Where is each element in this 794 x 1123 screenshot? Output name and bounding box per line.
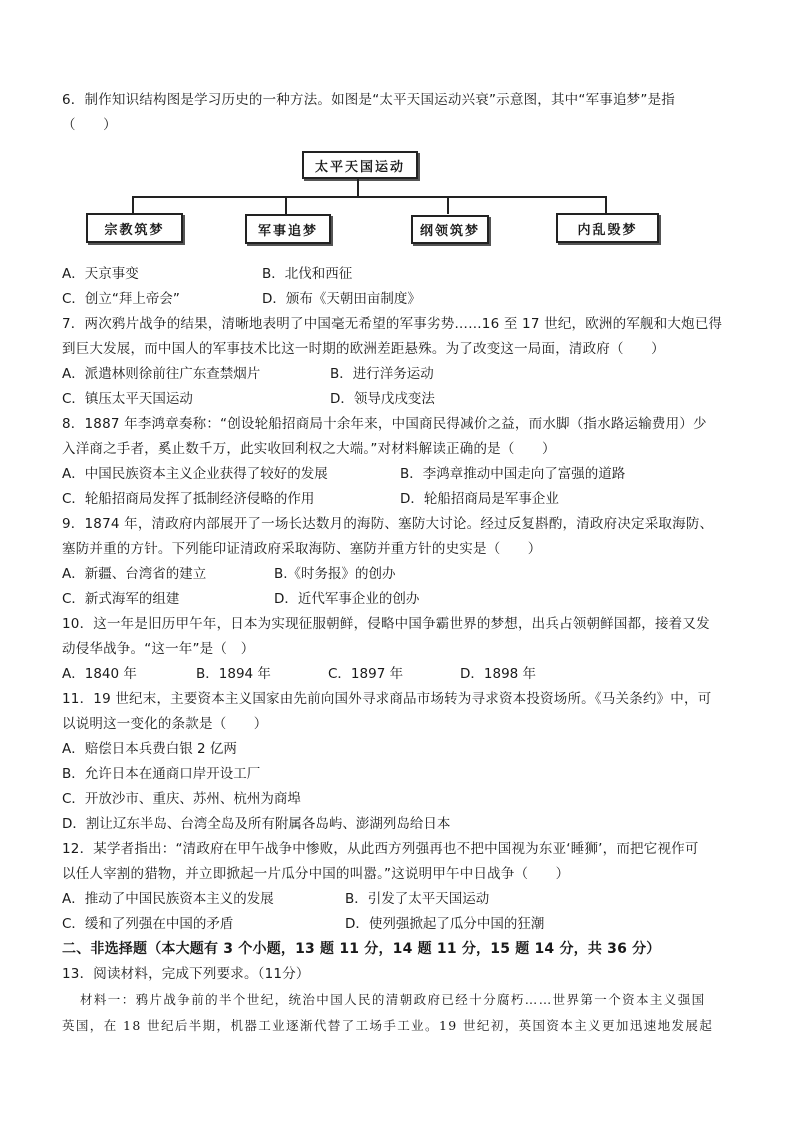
q10-option-d: D．1898 年 — [460, 666, 537, 682]
q12-option-b: B．引发了太平天国运动 — [345, 891, 490, 907]
q7-stem-line2: 到巨大发展，而中国人的军事技术比这一时期的欧洲差距悬殊。为了改变这一局面，清政府（ ） — [62, 341, 665, 357]
diagram-connector-branch-3 — [447, 196, 449, 214]
diagram-connector-branch-4 — [605, 196, 607, 214]
q11-option-d: D．割让辽东半岛、台湾全岛及所有附属各岛屿、澎湖列岛给日本 — [62, 816, 451, 832]
q8-stem-line1: 8．1887 年李鸿章奏称：“创设轮船招商局十余年来，中国商民得减价之益，而水脚（指水路运输费用）少 — [62, 416, 707, 432]
q13-stem: 13．阅读材料，完成下列要求。（11分） — [62, 966, 310, 982]
q13-material-line2: 英国，在 18 世纪后半期，机器工业逐渐代替了工场手工业。19 世纪初，英国资本主义更加迅速地发展起 — [62, 1018, 714, 1033]
q12-option-a: A．推动了中国民族资本主义的发展 — [62, 891, 274, 907]
q10-option-c: C．1897 年 — [328, 666, 404, 682]
q6-option-a: A．天京事变 — [62, 266, 139, 282]
section-2-heading: 二、非选择题（本大题有 3 个小题，13 题 11 分，14 题 11 分，15 题 14 分，共 36 分） — [62, 941, 661, 957]
q6-stem-line2: （ ） — [62, 117, 117, 133]
q9-stem-line2: 塞防并重的方针。下列能印证清政府采取海防、塞防并重方针的史实是（ ） — [62, 541, 542, 557]
q9-option-a: A．新疆、台湾省的建立 — [62, 566, 207, 582]
q11-option-b: B．允许日本在通商口岸开设工厂 — [62, 766, 261, 782]
q10-option-a: A．1840 年 — [62, 666, 137, 682]
q9-option-d: D．近代军事企业的创办 — [274, 591, 420, 607]
q11-option-a: A．赔偿日本兵费白银 2 亿两 — [62, 741, 237, 757]
q6-option-d: D．颁布《天朝田亩制度》 — [262, 291, 421, 307]
q6-stem-line1: 6．制作知识结构图是学习历史的一种方法。如图是“太平天国运动兴衰”示意图，其中“军事追梦”是指 — [62, 92, 675, 108]
q8-option-a: A．中国民族资本主义企业获得了较好的发展 — [62, 466, 328, 482]
diagram-connector-horizontal — [132, 196, 607, 198]
q10-option-b: B．1894 年 — [196, 666, 271, 682]
q7-option-c: C．镇压太平天国运动 — [62, 391, 193, 407]
q6-option-c: C．创立“拜上帝会” — [62, 291, 180, 307]
diagram-connector-branch-1 — [132, 196, 134, 214]
q8-option-c: C．轮船招商局发挥了抵制经济侵略的作用 — [62, 491, 315, 507]
q12-option-d: D．使列强掀起了瓜分中国的狂潮 — [345, 916, 545, 932]
q8-option-d: D．轮船招商局是军事企业 — [400, 491, 559, 507]
q6-option-b: B．北伐和西征 — [262, 266, 353, 282]
q9-option-c: C．新式海军的组建 — [62, 591, 180, 607]
diagram-connector-vertical — [357, 177, 359, 197]
q9-stem-line1: 9．1874 年，清政府内部展开了一场长达数月的海防、塞防大讨论。经过反复斟酌，清政府决定采取海防、 — [62, 516, 714, 532]
q13-material-line1: 材料一：鸦片战争前的半个世纪，统治中国人民的清朝政府已经十分腐朽……世界第一个资本主义强国 — [80, 992, 706, 1007]
q8-option-b: B．李鸿章推动中国走向了富强的道路 — [400, 466, 626, 482]
q11-stem-line2: 以说明这一变化的条款是（ ） — [62, 716, 268, 732]
q7-option-b: B．进行洋务运动 — [330, 366, 434, 382]
q7-option-d: D．领导戊戌变法 — [330, 391, 435, 407]
diagram-child-box-3: 纲领筑梦 — [411, 215, 489, 244]
q7-option-a: A．派遣林则徐前往广东查禁烟片 — [62, 366, 261, 382]
diagram-root-box: 太平天国运动 — [302, 151, 418, 179]
diagram-child-box-4: 内乱毁梦 — [556, 213, 659, 243]
q11-option-c: C．开放沙市、重庆、苏州、杭州为商埠 — [62, 791, 301, 807]
q7-stem-line1: 7．两次鸦片战争的结果，清晰地表明了中国毫无希望的军事劣势……16 至 17 世纪，欧洲的军舰和大炮已得 — [62, 316, 723, 332]
diagram-connector-branch-2 — [285, 196, 287, 214]
q10-stem-line1: 10．这一年是旧历甲午年，日本为实现征服朝鲜，侵略中国争霸世界的梦想，出兵占领朝鲜国都，接着又发 — [62, 616, 710, 632]
q9-option-b: B.《时务报》的创办 — [274, 566, 396, 582]
q8-stem-line2: 入洋商之手者，奚止数千万，此实收回利权之大端。”对材料解读正确的是（ ） — [62, 441, 556, 457]
diagram-child-box-1: 宗教筑梦 — [86, 213, 183, 243]
diagram-child-box-2: 军事追梦 — [245, 214, 331, 244]
q12-stem-line2: 以任人宰割的猎物，并立即掀起一片瓜分中国的叫嚣。”这说明甲午中日战争（ ） — [62, 866, 570, 882]
q10-stem-line2: 动侵华战争。“这一年”是（ ） — [62, 641, 255, 657]
q12-stem-line1: 12．某学者指出：“清政府在甲午战争中惨败，从此西方列强再也不把中国视为东亚‘睡狮’，而把它视作可 — [62, 841, 699, 857]
q11-stem-line1: 11．19 世纪末，主要资本主义国家由先前向国外寻求商品市场转为寻求资本投资场所。《马关条约》中，可 — [62, 691, 712, 707]
q12-option-c: C．缓和了列强在中国的矛盾 — [62, 916, 234, 932]
